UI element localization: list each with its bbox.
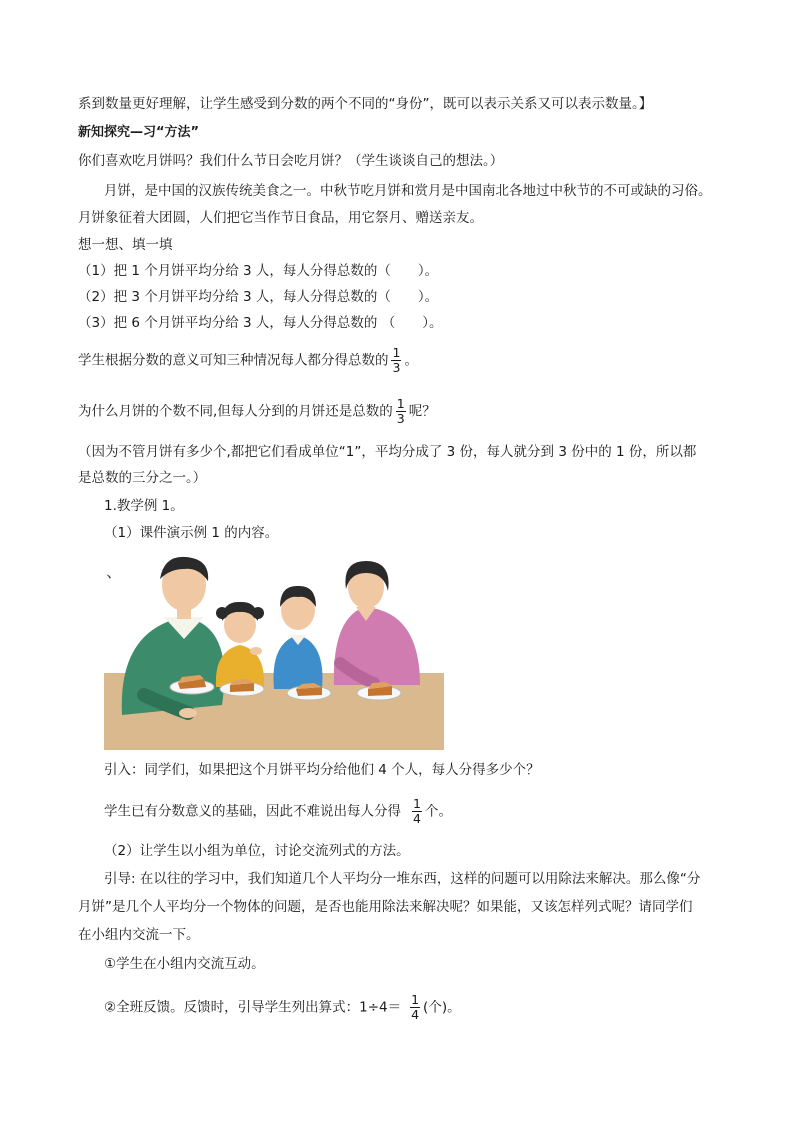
denominator: 4 (413, 811, 421, 826)
text-line: 是总数的三分之一。） (78, 470, 207, 486)
section-heading: 新知探究—习“方法” (78, 125, 200, 140)
text-line (104, 993, 461, 1022)
question-item: （2）把 3 个月饼平均分给 3 人，每人分得总数的（ ）。 (78, 289, 439, 305)
text-line (104, 797, 452, 826)
text-segment: (个)。 (423, 999, 461, 1016)
text-segment: ②全班反馈。反馈时，引导学生列出算式：1÷4＝ (104, 999, 402, 1016)
text-segment: 为什么月饼的个数不同,但每人分到的月饼还是总数的 (78, 403, 393, 420)
illustration-mark: 、 (106, 562, 123, 581)
text-line: 在小组内交流一下。 (78, 927, 200, 943)
fraction (411, 797, 423, 826)
question-item: （1）把 1 个月饼平均分给 3 人，每人分得总数的（ ）。 (78, 263, 439, 279)
text-line: （2）让学生以小组为单位，讨论交流列式的方法。 (104, 843, 410, 859)
subheading: 想一想、填一填 (78, 237, 173, 253)
text-segment: 个。 (424, 803, 452, 820)
text-line: 系到数量更好理解，让学生感受到分数的两个不同的“身份”，既可以表示关系又可以表示数量。】 (78, 96, 653, 112)
text-line: 引导: 在以往的学习中，我们知道几个人平均分一堆东西，这样的问题可以用除法来解决。那么像“分 (104, 871, 701, 887)
text-line: （因为不管月饼有多少个,都把它们看成单位“1”，平均分成了 3 份，每人就分到 3 份中的 1 份，所以都 (78, 444, 697, 460)
father-figure (122, 557, 225, 718)
numerator: 1 (413, 796, 421, 811)
text-line: 引入：同学们，如果把这个月饼平均分给他们 4 个人，每人分得多少个？ (104, 762, 540, 778)
text-segment: 。 (404, 352, 418, 369)
question-item: （3）把 6 个月饼平均分给 3 人，每人分得总数的 （ ）。 (78, 315, 443, 331)
mother-figure (334, 561, 420, 685)
fraction (391, 346, 403, 375)
text-line: 你们喜欢吃月饼吗？我们什么节日会吃月饼？（学生谈谈自己的想法。） (78, 153, 504, 169)
text-line: 月饼”是几个人平均分一个物体的问题，是否也能用除法来解决呢？如果能，又该怎样列式呢？请同学们 (78, 899, 693, 915)
boy-figure (274, 586, 323, 689)
text-line: 月饼象征着大团圆，人们把它当作节日食品，用它祭月、赠送亲友。 (78, 210, 483, 226)
text-line: （1）课件演示例 1 的内容。 (104, 525, 279, 541)
text-segment: 呢？ (408, 403, 436, 420)
fraction (409, 993, 421, 1022)
text-line: 1.教学例 1。 (104, 498, 184, 514)
denominator: 3 (396, 411, 405, 426)
illustration-svg (104, 555, 444, 750)
fraction (395, 397, 407, 426)
denominator: 4 (411, 1007, 420, 1022)
numerator: 1 (392, 345, 401, 360)
denominator: 3 (392, 360, 401, 375)
text-segment: 学生已有分数意义的基础，因此不难说出每人分得 (104, 803, 401, 820)
family-mooncake-illustration (104, 555, 444, 750)
girl-figure (216, 602, 264, 687)
numerator: 1 (411, 992, 420, 1007)
text-line: ①学生在小组内交流互动。 (104, 956, 265, 972)
text-line (78, 346, 418, 375)
text-segment: 学生根据分数的意义可知三种情况每人都分得总数的 (78, 352, 389, 369)
numerator: 1 (396, 396, 405, 411)
text-line (78, 397, 436, 426)
text-line: 月饼，是中国的汉族传统美食之一。中秋节吃月饼和赏月是中国南北各地过中秋节的不可或缺的习俗。 (104, 183, 712, 199)
